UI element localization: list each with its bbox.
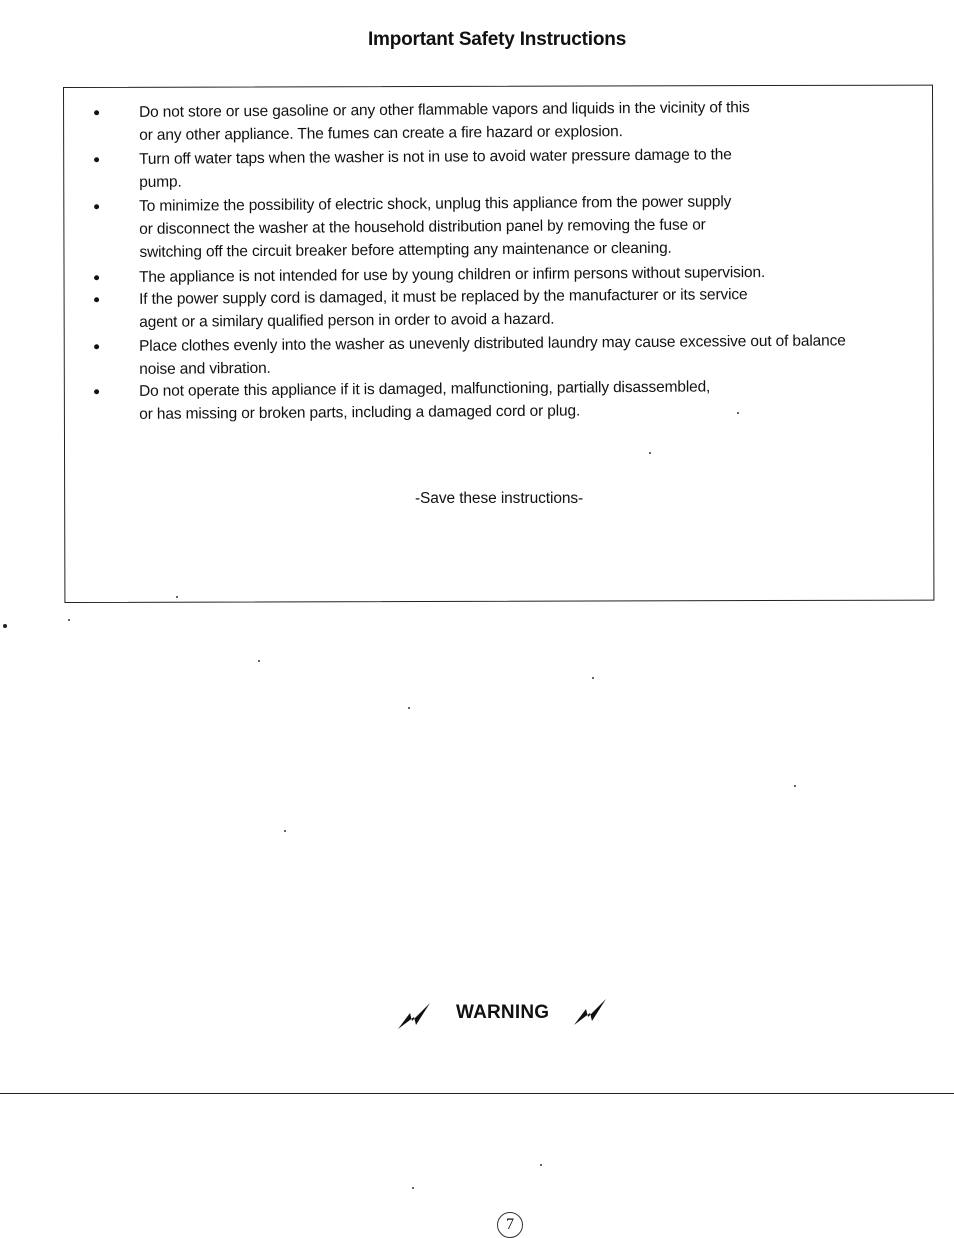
- bullet-icon: [94, 344, 99, 349]
- bullet-icon: [94, 389, 99, 394]
- list-item-text: Turn off water taps when the washer is not in use to avoid water pressure damage to the pump.: [139, 146, 732, 191]
- lightning-bolt-icon: [572, 997, 610, 1027]
- list-item-text: Do not operate this appliance if it is damaged, malfunctioning, partially disassembled, or has missing or broken parts, including a damaged cord or plug.: [139, 378, 711, 423]
- warning-label: WARNING: [456, 1002, 550, 1023]
- lightning-bolt-icon: [396, 1001, 434, 1031]
- list-item-text: If the power supply cord is damaged, it must be replaced by the manufacturer or its service agent or a similary qualified person in order to avoid a hazard.: [139, 286, 748, 331]
- scan-speck: [794, 785, 796, 787]
- scan-speck: [737, 412, 739, 414]
- scan-speck: [68, 619, 70, 621]
- page-title: Important Safety Instructions: [367, 29, 627, 50]
- bullet-icon: [94, 275, 99, 280]
- bullet-icon: [94, 110, 99, 115]
- scan-speck: [412, 1187, 414, 1189]
- scan-speck: [592, 677, 594, 679]
- warning-heading: [396, 995, 626, 1031]
- scan-speck: [284, 830, 286, 832]
- scan-speck: [540, 1164, 542, 1166]
- bullet-icon: [94, 297, 99, 302]
- list-item-text: Do not store or use gasoline or any other flammable vapors and liquids in the vicinity of this or any other appliance. The fumes can create a fire hazard or explosion.: [139, 99, 750, 144]
- list-item-text: To minimize the possibility of electric shock, unplug this appliance from the power supply or disconnect the washer at the household distribution panel by removing the fuse or switching off the circuit breaker before attempting any maintenance or cleaning.: [139, 193, 732, 261]
- scan-speck: [408, 707, 410, 709]
- save-instructions-note: -Save these instructions-: [415, 490, 584, 507]
- scan-speck: [176, 596, 178, 598]
- bullet-icon: [94, 204, 99, 209]
- page-number: 7: [497, 1212, 523, 1238]
- bullet-icon: [94, 157, 99, 162]
- scan-speck: [3, 624, 7, 628]
- scan-speck: [258, 660, 260, 662]
- list-item-text: The appliance is not intended for use by young children or infirm persons without supervision.: [139, 263, 766, 286]
- list-item-text: Place clothes evenly into the washer as unevenly distributed laundry may cause excessive out of balance noise and vibration.: [139, 332, 846, 378]
- section-divider: [0, 1093, 954, 1094]
- scan-speck: [649, 452, 651, 454]
